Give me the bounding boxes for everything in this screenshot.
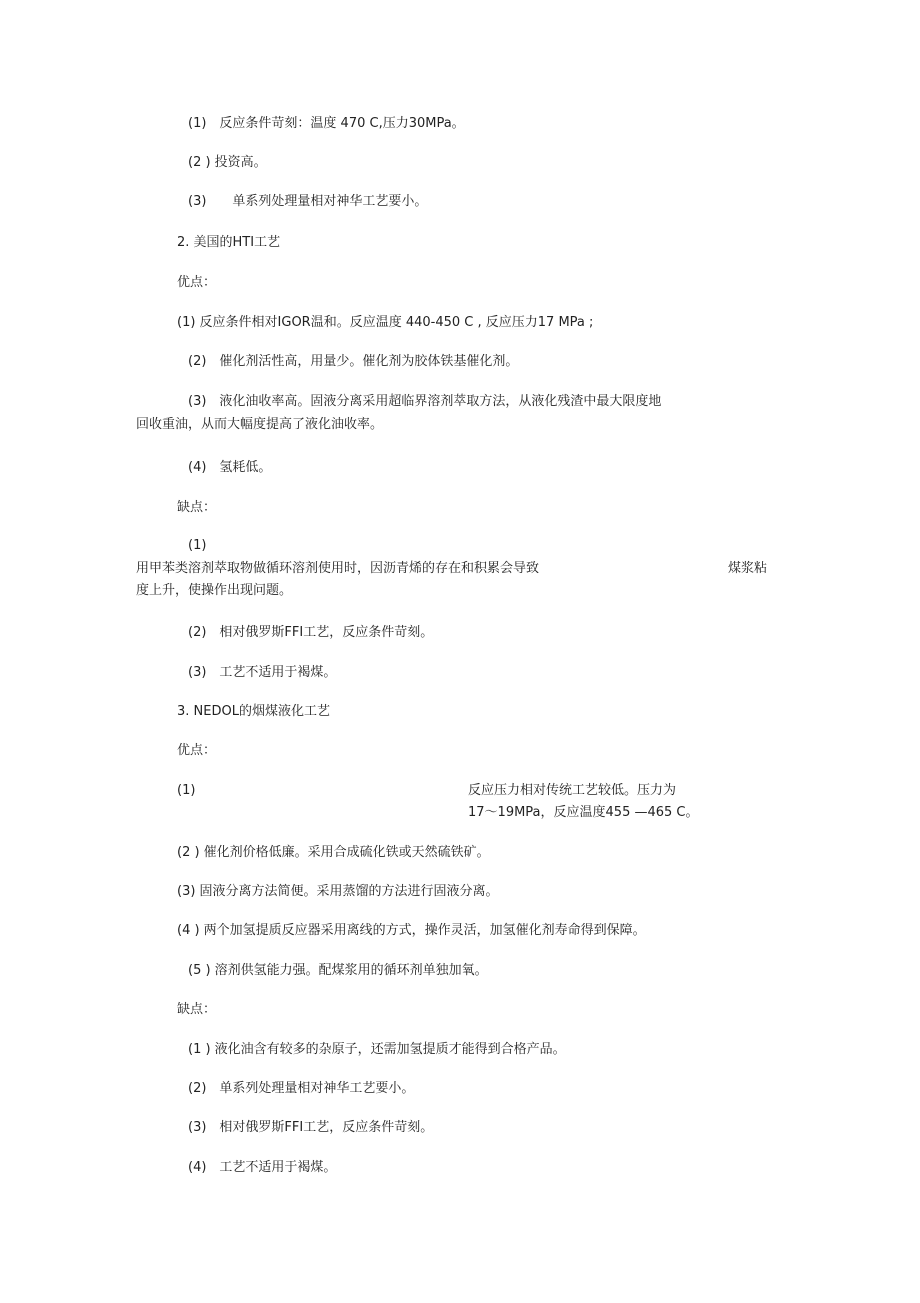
- nedol-cons-label: 缺点：: [177, 1002, 217, 1017]
- nedol-heading: 3. NEDOL的烟煤液化工艺: [177, 704, 330, 719]
- nedol-con-1: (1 ) 液化油含有较多的杂原子，还需加氢提质才能得到合格产品。: [188, 1042, 566, 1057]
- hti-con-1-line1: 用甲苯类溶剂萃取物做循环溶剂使用时，因沥青烯的存在和积累会导致: [136, 561, 540, 576]
- nedol-pro-2: (2 ) 催化剂价格低廉。采用合成硫化铁或天然硫铁矿。: [177, 845, 490, 860]
- nedol-con-3: (3) 相对俄罗斯FFI工艺，反应条件苛刻。: [188, 1120, 434, 1135]
- hti-con-1-line2: 度上升，使操作出现问题。: [136, 583, 293, 598]
- prev-item-1: (1) 反应条件苛刻：温度 470 C,压力30MPa。: [188, 116, 465, 131]
- prev-item-3: (3) 单系列处理量相对神华工艺要小。: [188, 194, 428, 209]
- hti-con-2: (2) 相对俄罗斯FFI工艺，反应条件苛刻。: [188, 625, 434, 640]
- hti-heading: 2. 美国的HTI工艺: [177, 235, 281, 250]
- hti-cons-label: 缺点：: [177, 500, 217, 515]
- hti-con-3: (3) 工艺不适用于褐煤。: [188, 665, 337, 680]
- nedol-pro-1-line1: 反应压力相对传统工艺较低。压力为: [468, 783, 677, 798]
- hti-pro-4: (4) 氢耗低。: [188, 460, 272, 475]
- hti-con-1-number: (1): [188, 538, 207, 553]
- prev-item-2: (2 ) 投资高。: [188, 155, 267, 170]
- nedol-pro-1-number: (1): [177, 783, 196, 798]
- hti-pro-2: (2) 催化剂活性高，用量少。催化剂为胶体铁基催化剂。: [188, 354, 519, 369]
- nedol-pro-1-line2: 17～19MPa，反应温度455 —465 C。: [468, 805, 699, 820]
- nedol-pro-5: (5 ) 溶剂供氢能力强。配煤浆用的循环剂单独加氧。: [188, 963, 488, 978]
- hti-pros-label: 优点：: [177, 275, 217, 290]
- hti-con-1-line1-tail: 煤浆粘: [728, 561, 768, 576]
- nedol-pros-label: 优点：: [177, 743, 217, 758]
- hti-pro-3: (3) 液化油收率高。固液分离采用超临界溶剂萃取方法，从液化残渣中最大限度地: [188, 394, 662, 409]
- nedol-con-4: (4) 工艺不适用于褐煤。: [188, 1160, 337, 1175]
- nedol-pro-4: (4 ) 两个加氢提质反应器采用离线的方式，操作灵活，加氢催化剂寿命得到保障。: [177, 923, 646, 938]
- hti-pro-3-cont: 回收重油，从而大幅度提高了液化油收率。: [136, 417, 384, 432]
- nedol-pro-3: (3) 固液分离方法简便。采用蒸馏的方法进行固液分离。: [177, 884, 499, 899]
- hti-pro-1: (1) 反应条件相对IGOR温和。反应温度 440-450 C , 反应压力17 MPa ;: [177, 315, 594, 330]
- nedol-con-2: (2) 单系列处理量相对神华工艺要小。: [188, 1081, 415, 1096]
